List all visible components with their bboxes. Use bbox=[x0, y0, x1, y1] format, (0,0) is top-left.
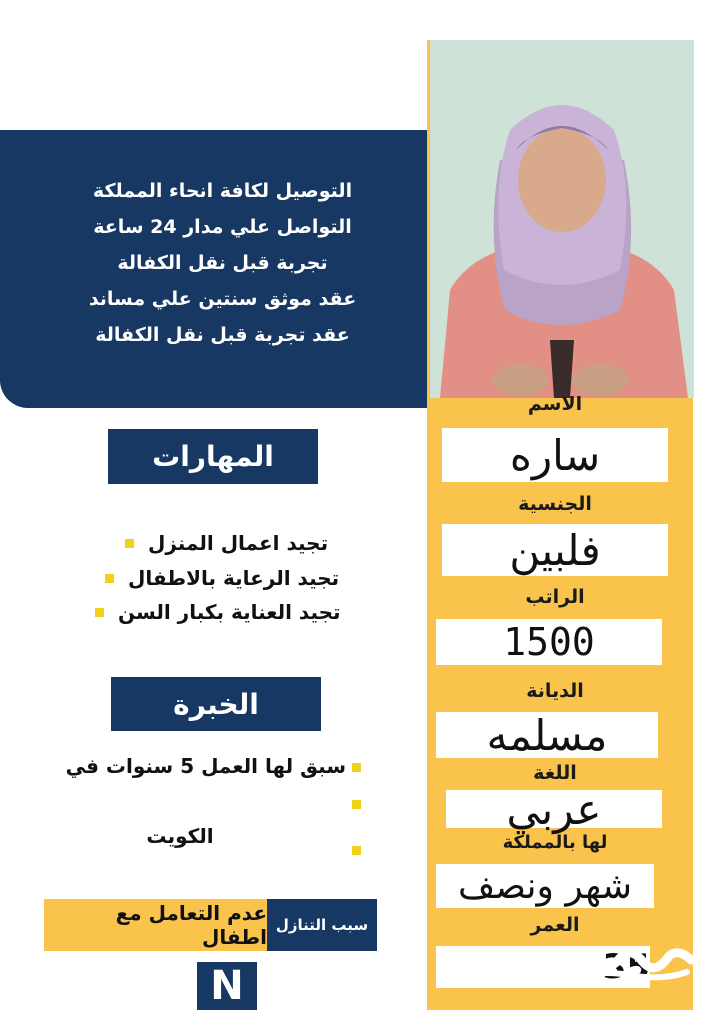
skill-item bbox=[125, 531, 365, 555]
salary-label: الراتب bbox=[525, 586, 585, 608]
info-line: التوصيل لكافة انحاء المملكة bbox=[92, 180, 353, 202]
bullet-icon bbox=[352, 763, 361, 772]
language-value: عربي bbox=[446, 790, 662, 828]
info-line: عقد موثق سنتين علي مساند bbox=[88, 288, 357, 310]
age-label: العمر bbox=[530, 914, 580, 936]
experience-title: الخبرة bbox=[111, 677, 321, 731]
skill-text: تجيد الرعاية بالاطفال bbox=[128, 566, 340, 590]
skill-text: تجيد اعمال المنزل bbox=[148, 531, 329, 555]
age-value: 35 bbox=[436, 946, 650, 988]
skill-item bbox=[105, 566, 365, 590]
language-label: اللغة bbox=[533, 762, 577, 784]
reason-value: عدم التعامل مع اطفال bbox=[44, 899, 267, 951]
info-lines bbox=[40, 173, 405, 353]
reason-label: سبب التنازل bbox=[267, 899, 377, 951]
skills-title: المهارات bbox=[108, 429, 318, 484]
religion-label: الديانة bbox=[526, 680, 584, 702]
name-label: الاسم bbox=[527, 396, 583, 415]
name-value: ساره bbox=[442, 428, 668, 482]
info-line: تجربة قبل نقل الكفالة bbox=[117, 252, 328, 274]
bullet-icon bbox=[352, 846, 361, 855]
in-kingdom-value: شهر ونصف bbox=[436, 864, 654, 908]
religion-value: مسلمه bbox=[436, 712, 658, 758]
info-line: التواصل علي مدار 24 ساعة bbox=[93, 216, 352, 238]
experience-country: الكويت bbox=[146, 824, 214, 848]
skill-item bbox=[95, 600, 365, 624]
brand-logo: N bbox=[197, 962, 257, 1010]
worker-photo bbox=[430, 40, 694, 398]
experience-line: سبق لها العمل 5 سنوات في bbox=[65, 754, 346, 778]
scribble-mark bbox=[565, 940, 695, 985]
skill-text: تجيد العناية بكبار السن bbox=[118, 600, 341, 624]
bullet-icon bbox=[95, 608, 104, 617]
bullet-icon bbox=[352, 800, 361, 809]
in-kingdom-label: لها بالمملكة bbox=[502, 832, 608, 853]
salary-value: 1500 bbox=[436, 619, 662, 665]
nationality-value: فلبين bbox=[442, 524, 668, 576]
worker-photo-illustration bbox=[430, 40, 694, 398]
info-panel bbox=[0, 130, 427, 408]
bullet-icon bbox=[105, 574, 114, 583]
info-line: عقد تجربة قبل نقل الكفالة bbox=[95, 324, 350, 346]
bullet-icon bbox=[125, 539, 134, 548]
nationality-label: الجنسية bbox=[518, 493, 592, 515]
reason-row bbox=[44, 899, 377, 951]
